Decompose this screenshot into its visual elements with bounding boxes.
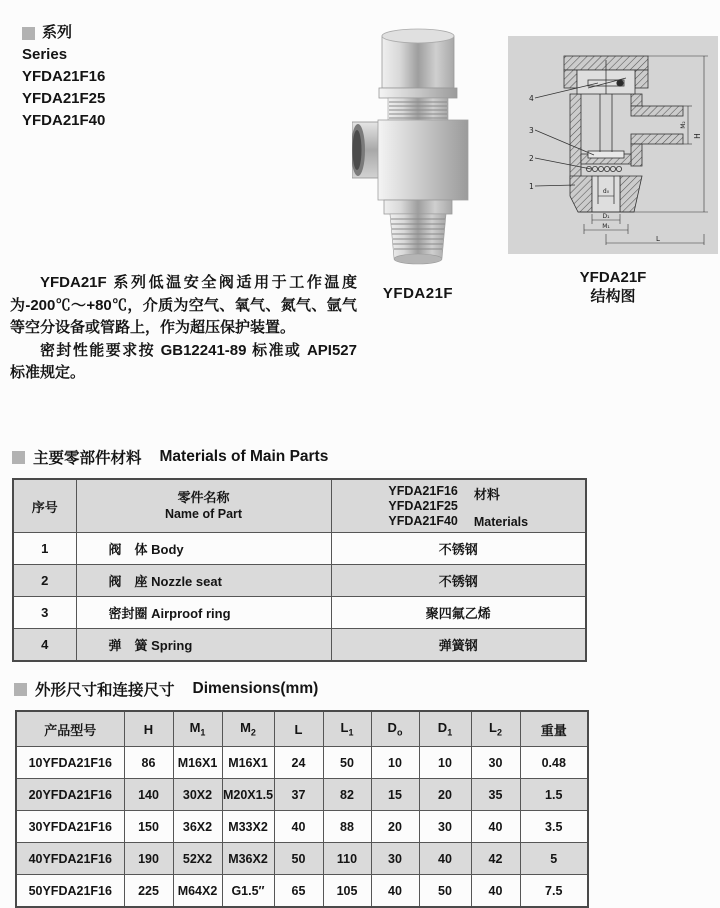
series-model: YFDA21F25 (22, 90, 106, 107)
description-paragraph-2: 密封性能要求按 GB12241-89 标准或 API527 标准规定。 (10, 341, 357, 381)
dimensions-cell: 30X2 (173, 779, 222, 811)
dimensions-cell: 20 (371, 811, 419, 843)
dimensions-cell: 50 (323, 747, 371, 779)
dimensions-cell: 15 (371, 779, 419, 811)
dimensions-cell: 35 (471, 779, 520, 811)
description (10, 272, 357, 385)
dimensions-cell: 88 (323, 811, 371, 843)
series-title-cn: 系列 (42, 24, 73, 41)
dimensions-cell: 50 (419, 875, 471, 908)
dimensions-cell: M16X1 (222, 747, 274, 779)
dimensions-header-cell: L (274, 711, 323, 747)
dimensions-cell: 190 (124, 843, 173, 875)
dimensions-cell: 5 (520, 843, 588, 875)
materials-cell-part: 密封圈 Airproof ring (76, 597, 331, 629)
dimensions-cell-model: 10YFDA21F16 (16, 747, 124, 779)
dimensions-table-head-row (16, 711, 588, 747)
dimensions-cell: 82 (323, 779, 371, 811)
dim-label-m2: M₂ (680, 121, 687, 129)
dimensions-cell: 10 (419, 747, 471, 779)
dimensions-cell: 36X2 (173, 811, 222, 843)
materials-title-cn: 主要零部件材料 (33, 450, 142, 467)
dim-label-d1: D₁ (602, 213, 610, 220)
dimensions-cell-model: 40YFDA21F16 (16, 843, 124, 875)
materials-header-material-cn: 材料 (473, 486, 500, 502)
dimensions-cell-model: 50YFDA21F16 (16, 875, 124, 908)
dimensions-cell: 40 (371, 875, 419, 908)
dimensions-header-cell: H (124, 711, 173, 747)
series-model: YFDA21F40 (22, 112, 106, 129)
structure-diagram-block (508, 36, 718, 306)
series-model: YFDA21F16 (22, 68, 106, 85)
dimensions-cell: 225 (124, 875, 173, 908)
dimensions-cell: 24 (274, 747, 323, 779)
callout-4: 4 (529, 94, 534, 103)
dimensions-cell: 30 (371, 843, 419, 875)
dimensions-section-title (14, 678, 720, 700)
dimensions-cell: 65 (274, 875, 323, 908)
dimensions-cell: 110 (323, 843, 371, 875)
materials-cell-material: 聚四氟乙烯 (331, 597, 586, 629)
materials-header-model: YFDA21F40 (388, 513, 458, 528)
dimensions-cell: 0.48 (520, 747, 588, 779)
section-marker-icon (12, 451, 25, 464)
series-model-list (22, 66, 105, 132)
series-block (22, 22, 105, 132)
materials-section-title (12, 446, 720, 468)
dimensions-cell: M20X1.5 (222, 779, 274, 811)
materials-row (13, 533, 586, 565)
materials-row (13, 629, 586, 662)
materials-cell-no: 3 (13, 597, 76, 629)
dimensions-row (16, 875, 588, 908)
diagram-caption (508, 268, 718, 306)
top-area (0, 0, 720, 440)
materials-cell-part: 阀 体 Body (76, 533, 331, 565)
dimensions-cell: 140 (124, 779, 173, 811)
dimensions-table-body (16, 747, 588, 908)
dimensions-cell: 30 (419, 811, 471, 843)
materials-cell-material: 弹簧钢 (331, 629, 586, 662)
materials-title-en: Materials of Main Parts (159, 448, 329, 465)
dimensions-cell-model: 20YFDA21F16 (16, 779, 124, 811)
dimensions-cell: 40 (471, 811, 520, 843)
dimensions-table (15, 710, 589, 908)
dimensions-row (16, 779, 588, 811)
dimensions-cell: M36X2 (222, 843, 274, 875)
materials-cell-no: 1 (13, 533, 76, 565)
dimensions-cell: 10 (371, 747, 419, 779)
dimensions-title-cn: 外形尺寸和连接尺寸 (35, 682, 175, 699)
materials-header-part-cn: 零件名称 (177, 490, 230, 505)
dimensions-row (16, 747, 588, 779)
dimensions-header-cell: $D_o$ (371, 711, 419, 747)
materials-header-row (13, 479, 586, 533)
materials-cell-material: 不锈钢 (331, 533, 586, 565)
dimensions-cell: G1.5″ (222, 875, 274, 908)
dimensions-header-cell: $M_2$ (222, 711, 274, 747)
diagram-caption-model: YFDA21F (579, 269, 647, 286)
diagram-caption-text: 结构图 (590, 288, 636, 305)
materials-header-no: 序号 (13, 479, 76, 533)
materials-header-models (388, 484, 457, 529)
callout-3: 3 (529, 126, 534, 135)
dimensions-title-en: Dimensions(mm) (192, 680, 319, 697)
materials-cell-no: 4 (13, 629, 76, 662)
photo-caption: YFDA21F (382, 285, 454, 302)
dimensions-header-cell: 重量 (520, 711, 588, 747)
materials-cell-part: 弹 簧 Spring (76, 629, 331, 662)
dimensions-cell: 40 (419, 843, 471, 875)
dimensions-row (16, 811, 588, 843)
materials-table-body (13, 533, 586, 662)
materials-header-model: YFDA21F25 (388, 498, 458, 513)
dimensions-cell: M16X1 (173, 747, 222, 779)
dimensions-cell: M33X2 (222, 811, 274, 843)
dimensions-cell: 3.5 (520, 811, 588, 843)
dimensions-cell: 40 (471, 875, 520, 908)
materials-cell-no: 2 (13, 565, 76, 597)
section-marker-icon (14, 683, 27, 696)
materials-row (13, 597, 586, 629)
description-paragraph-1: YFDA21F 系列低温安全阀适用于工作温度为-200℃～+80℃，介质为空气、氧气、氮气、氩气等空分设备或管路上，作为超压保护装置。 (10, 274, 357, 336)
dimensions-cell: 40 (274, 811, 323, 843)
dimensions-cell: 42 (471, 843, 520, 875)
dimensions-cell: 30 (471, 747, 520, 779)
dimensions-cell: 1.5 (520, 779, 588, 811)
dimensions-cell: 7.5 (520, 875, 588, 908)
dimensions-cell: M64X2 (173, 875, 222, 908)
materials-row (13, 565, 586, 597)
section-marker-icon (22, 27, 35, 40)
structure-diagram (508, 36, 718, 254)
dim-label-m1: M₁ (602, 223, 610, 230)
dimensions-cell: 105 (323, 875, 371, 908)
materials-header-model: YFDA21F16 (388, 483, 458, 498)
materials-cell-part: 阀 座 Nozzle seat (76, 565, 331, 597)
materials-header-part (76, 479, 331, 533)
materials-cell-material: 不锈钢 (331, 565, 586, 597)
dimensions-cell-model: 30YFDA21F16 (16, 811, 124, 843)
materials-header-part-en: Name of Part (164, 507, 243, 521)
series-title-en: Series (22, 46, 68, 63)
valve-photo (352, 26, 484, 272)
dimensions-cell: 37 (274, 779, 323, 811)
dimensions-cell: 150 (124, 811, 173, 843)
callout-2: 2 (529, 154, 534, 163)
dimensions-header-cell: $L_1$ (323, 711, 371, 747)
dimensions-row (16, 843, 588, 875)
materials-table (12, 478, 587, 662)
dimensions-cell: 86 (124, 747, 173, 779)
valve-photo-block (352, 26, 484, 302)
materials-header-material (331, 479, 586, 533)
dim-label-d0: d₀ (602, 188, 610, 195)
dimensions-cell: 52X2 (173, 843, 222, 875)
dimensions-header-cell: $D_1$ (419, 711, 471, 747)
materials-header-material-en: Materials (473, 514, 529, 529)
dimensions-header-cell: 产品型号 (16, 711, 124, 747)
dimensions-cell: 50 (274, 843, 323, 875)
dimensions-cell: 20 (419, 779, 471, 811)
dim-label-l: L (656, 235, 660, 243)
dim-label-h: H (693, 133, 702, 139)
callout-1: 1 (529, 182, 534, 191)
dimensions-header-cell: $L_2$ (471, 711, 520, 747)
dimensions-header-cell: $M_1$ (173, 711, 222, 747)
